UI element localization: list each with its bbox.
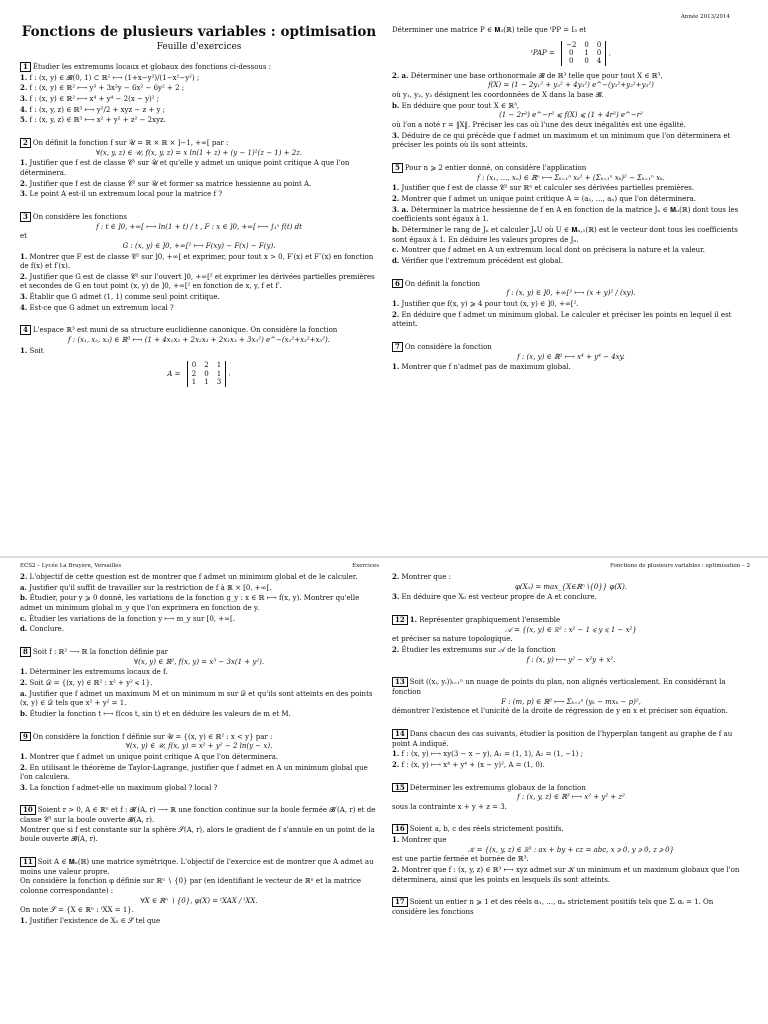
exercise-4-continued	[392, 26, 750, 151]
list-item: 2. f : (x, y) ∈ ℝ² ⟼ y³ + 3x²y − 6x² − 6y² + 2 ;	[20, 83, 185, 93]
exercise-11-continued	[392, 572, 750, 603]
list-item: b. Étudier, pour y ⩾ 0 donné, les variations de la fonction g_y : x ∈ ℝ ⟼ f(x, y). Montrer qu'elle admet un minimum global m_y que l'on exprimera en fonction de y.	[20, 593, 360, 612]
exercise-16	[392, 824, 750, 885]
formula: ∀X ∈ ℝⁿ ∖ {0}, φ(X) = ᵗXAX / ᵗXX.	[140, 896, 258, 905]
exercise-9	[20, 732, 378, 794]
list-item: a. Justifier qu'il suffit de travailler sur la restriction de f à ℝ × [0, +∞[.	[20, 582, 272, 592]
exercise-intro: On considère la fonction f définie sur 𝒰 = {(x, y) ∈ ℝ² : x < y} par :	[32, 732, 273, 741]
header-right: Fonctions de plusieurs variables : optimisation – 2	[610, 563, 750, 569]
list-item: 1. Déterminer les extremums locaux de f.	[20, 667, 168, 677]
exercise-intro: On considère les fonctions	[32, 212, 127, 221]
exercise-number: 3	[20, 212, 31, 222]
formula: f : t ∈ ]0, +∞[ ⟼ ln(1 + t) / t , F : x ∈ ]0, +∞[ ⟼ ∫₁ˣ f(t) dt	[96, 222, 302, 231]
page1-right-column	[392, 26, 750, 385]
school-year: Année 2013/2014	[680, 14, 730, 20]
list-item: 2. Étudier les extremums sur 𝒜 de la fonction	[392, 644, 556, 654]
exercise-number: 9	[20, 732, 31, 742]
exercise-intro: Soit A ∈ 𝐌ₙ(ℝ) une matrice symétrique. L'objectif de l'exercice est de montrer que A admet au moins une valeur propre.	[20, 858, 374, 876]
list-item: d. Conclure.	[20, 624, 65, 634]
list-item: 3. Établir que G admet (1, 1) comme seul point critique.	[20, 292, 220, 302]
exercise-intro: Étudier les extremums locaux et globaux des fonctions ci-dessous :	[32, 63, 272, 71]
exercise-number: 6	[392, 279, 403, 289]
exercise-11	[20, 857, 378, 927]
formula: ∀(x, y, z) ∈ 𝒰, f(x, y, z) = x ln(1 + z) + (y − 1)²(z − 1) + 2z.	[95, 148, 303, 157]
list-item: 3. Déduire de ce qui précède que f admet un maximum et un minimum que l'on déterminera et préciser les points où ils sont atteints.	[392, 130, 731, 150]
exercise-text: démontrer l'existence et l'unicité de la droite de régression de y en x et préciser son équation.	[392, 707, 728, 716]
list-item: d. Vérifier que l'extremum précédent est global.	[392, 255, 564, 265]
exercise-number: 13	[392, 677, 408, 687]
list-item: 2. Montrer que :	[392, 572, 452, 581]
page1-left-column	[20, 24, 378, 399]
exercise-1	[20, 62, 378, 126]
exercise-number: 16	[392, 824, 408, 834]
exercise-14	[392, 729, 750, 771]
exercise-number: 8	[20, 647, 31, 657]
list-item: 1. Soit	[20, 345, 44, 355]
formula: f : (x, y) ⟼ y² − x²y + x².	[526, 655, 616, 664]
list-item: 2. Justifier que G est de classe 𝒞² sur l'ouvert ]0, +∞[² et exprimer les dérivées partielles premières et secondes de G en tout point (x, y) de ]0, +∞[² en fonction de x, y, f et f′.	[20, 271, 375, 291]
exercise-3	[20, 212, 378, 314]
exercise-number: 17	[392, 897, 408, 907]
list-item: 3. f : (x, y) ∈ ℝ² ⟼ x⁴ + y⁴ − 2(x − y)² ;	[20, 93, 160, 103]
list-item: 3. En déduire que X₀ est vecteur propre de A et conclure.	[392, 592, 597, 602]
exercise-number: 10	[20, 805, 36, 815]
list-item: 1. Justifier que f est de classe 𝒞¹ sur 𝒰 et qu'elle y admet un unique point critique A que l'on déterminera.	[20, 158, 350, 177]
list-item: 2. Montrer que f admet un unique point critique A = (a₁, …, aₙ) que l'on déterminera.	[392, 194, 697, 204]
list-item: 1. f : (x, y) ⟼ xy(3 − x − y), A₁ = (1, 1), A₂ = (1, −1) ;	[392, 749, 583, 759]
exercise-number: 4	[20, 325, 31, 335]
exercise-intro: Soient r > 0, A ∈ ℝⁿ et f : 𝓑′(A, r) ⟶ ℝ une fonction continue sur la boule fermée 𝓑′(A, r) et de classe 𝒞¹ sur la boule ouverte 𝓑(A, r).	[20, 806, 376, 825]
exercise-text: Montrer que si f est constante sur la sphère 𝒮(A, r), alors le gradient de f s'annule en un point de la boule ouverte 𝓑(A, r).	[20, 825, 375, 844]
formula: G : (x, y) ∈ ]0, +∞[² ⟼ F(xy) − F(x) − F(y).	[122, 241, 276, 250]
list-item: 2. Montrer que f : (x, y, z) ∈ ℝ³ ⟼ xyz admet sur 𝒦 un minimum et un maximum globaux que l'on déterminera, ainsi que les points en lesquels ils sont atteints.	[392, 865, 740, 884]
list-item: 1. Justifier l'existence de X₀ ∈ 𝒮 tel que	[20, 916, 161, 926]
list-item: 3. Le point A est-il un extremum local pour la matrice f ?	[20, 189, 223, 199]
exercise-5	[392, 163, 750, 267]
list-item: 2. Soit 𝒟 = {(x, y) ∈ ℝ² : x² + y² ⩽ 1}.	[20, 677, 153, 687]
exercise-intro: Soient un entier n ⩾ 1 et des réels α₁, …, αₙ strictement positifs tels que Σᵢ αᵢ = 1. On considère les fonctions	[392, 898, 714, 917]
exercise-intro: Déterminer les extremums globaux de la fonction	[409, 783, 586, 792]
list-item: 2. a. Déterminer une base orthonormale 𝓑 de ℝ³ telle que pour tout X ∈ ℝ³,	[392, 70, 663, 80]
matrix-tpap: ᵗPAP = −2 0 0 0 1 0 0 0 4 .	[531, 40, 611, 66]
document-title: Fonctions de plusieurs variables : optimisation	[21, 24, 377, 40]
exercise-intro: Soient a, b, c des réels strictement positifs.	[409, 825, 564, 834]
exercise-intro: L'espace ℝ³ est muni de sa structure euclidienne canonique. On considère la fonction	[32, 326, 338, 335]
formula: ∀(x, y) ∈ 𝒰, f(x, y) = x² + y² − 2 ln(y − x).	[125, 742, 273, 751]
formula: f(X) = (1 − 2y₁² + y₂² + 4y₃²) e^−(y₁²+y₂²+y₃²)	[488, 81, 654, 90]
exercise-number: 14	[392, 729, 408, 739]
formula: f : (x, y, z) ∈ ℝ³ ⟼ x² + y² + z²	[517, 793, 625, 802]
list-item: 1. Justifier que f est de classe 𝒞² sur ℝⁿ et calculer ses dérivées partielles premières.	[392, 183, 695, 193]
formula: F : (m, p) ∈ ℝ² ⟼ Σₖ₌₁ⁿ (yₖ − mxₖ − p)²,	[501, 697, 641, 706]
exercise-intro: Dans chacun des cas suivants, étudier la position de l'hyperplan tangent au graphe de f au point A indiqué.	[392, 729, 733, 748]
page-2	[0, 560, 768, 1024]
list-item: b. Étudier la fonction t ⟼ f(cos t, sin t) et en déduire les valeurs de m et M.	[20, 708, 291, 718]
formula: f : (x, y) ∈ ℝ² ⟼ x⁴ + y⁴ − 4xy.	[517, 352, 625, 361]
exercise-number: 1	[20, 62, 31, 72]
list-item: b. Déterminer le rang de Jₙ et calculer JₙU où U ∈ 𝐌ₙ,₁(ℝ) est le vecteur dont tous les coefficients sont égaux à 1. En déduire les valeurs propres de Jₙ.	[392, 225, 738, 244]
formula: f : (x₁, x₂, x₃) ∈ ℝ³ ⟼ (1 + 4x₁x₂ + 2x₂x₃ + 2x₁x₃ + 3x₃²) e^−(x₁²+x₂²+x₃²).	[67, 336, 331, 345]
page2-left-column	[20, 572, 378, 939]
formula: φ(X₀) = max_{X∈ℝⁿ∖{0}} φ(X).	[514, 582, 628, 591]
list-item: 3. a. Déterminer la matrice hessienne de f en A en fonction de la matrice Jₙ ∈ 𝐌ₙ(ℝ) dont tous les coefficients sont égaux à 1.	[392, 204, 739, 224]
exercise-17	[392, 897, 750, 917]
exercise-note: On note 𝒮 = {X ∈ ℝⁿ : ᵗXX = 1}.	[20, 906, 134, 915]
list-item: 4. Est-ce que G admet un extremum local ?	[20, 302, 174, 312]
exercise-number: 2	[20, 138, 31, 148]
list-item: où y₁, y₂, y₃ désignent les coordonnées de X dans la base 𝓑.	[392, 91, 604, 100]
list-item: 1. Montrer que F est de classe 𝒞² sur ]0, +∞[ et exprimer, pour tout x > 0, F′(x) et F″(x) en fonction de f(x) et f′(x).	[20, 251, 374, 271]
exercise-number: 5	[392, 163, 403, 173]
list-item: 1. Montrer que f n'admet pas de maximum global.	[392, 362, 571, 372]
connector-text: et	[20, 232, 27, 241]
formula: 𝒦 = {(x, y, z) ∈ ℝ³ : ax + by + cz = abc, x ⩾ 0, y ⩾ 0, z ⩾ 0}	[467, 845, 675, 854]
list-item: et préciser sa nature topologique.	[392, 635, 513, 644]
exercise-number: 11	[20, 857, 36, 867]
header-left: ECS2 – Lycée La Bruyère, Versailles	[20, 563, 122, 569]
exercise-10	[20, 805, 378, 845]
exercise-intro: On définit la fonction f sur 𝒰 = ℝ × ℝ × ]−1, +∞[ par :	[32, 138, 229, 147]
exercise-intro: On définit la fonction	[404, 279, 481, 288]
exercise-intro: Soit f : ℝ² ⟶ ℝ la fonction définie par	[32, 647, 168, 656]
page-separator	[0, 556, 768, 558]
list-item: 1. f : (x, y) ∈ 𝓑(0, 1) ⊂ ℝ² ⟼ (1+x−y²)/(1−x²−y²) ;	[20, 72, 200, 82]
list-item: 1. Justifier que f(x, y) ⩾ 4 pour tout (x, y) ∈ ]0, +∞[².	[392, 298, 579, 308]
list-item: 4. f : (x, y, z) ∈ ℝ³ ⟼ y²/2 + xyz − z + y ;	[20, 104, 166, 114]
exercise-12: 12 1. Représenter graphiquement l'ensemble 𝒜 = {(x, y) ∈ ℝ² : x² − 1 ⩽ y ⩽ 1 − x²} et préciser sa nature topologique. 2. Étudier les extremums sur 𝒜 de la fonction f : (x, y) ⟼ y² − x²y + x².	[392, 615, 750, 665]
exercise-intro: Pour n ⩾ 2 entier donné, on considère l'application	[404, 164, 587, 173]
list-item: où l'on a noté r = ‖X‖. Préciser les cas où l'une des deux inégalités est une égalité.	[392, 121, 686, 130]
list-item: 3. La fonction f admet-elle un maximum global ? local ?	[20, 782, 218, 792]
list-item: 1. Montrer que	[392, 835, 447, 845]
list-item: 1. Montrer que f admet un unique point critique A que l'on déterminera.	[20, 751, 279, 761]
exercise-number: 15	[392, 783, 408, 793]
list-item: c. Étudier les variations de la fonction y ⟼ m_y sur [0, +∞[.	[20, 613, 235, 623]
exercise-intro: On considère la fonction	[404, 342, 492, 351]
formula: 𝒜 = {(x, y) ∈ ℝ² : x² − 1 ⩽ y ⩽ 1 − x²}	[505, 625, 637, 634]
exercise-text: On considère la fonction φ définie sur ℝⁿ ∖ {0} par (en identifiant le vecteur de ℝⁿ et la matrice colonne correspondante) :	[20, 877, 362, 896]
formula: ∀(x, y) ∈ ℝ², f(x, y) = x³ − 3x(1 + y²).	[133, 657, 265, 666]
list-item: 2. En déduire que f admet un minimum global. Le calculer et préciser les points en lequel il est atteint.	[392, 309, 732, 329]
exercise-2	[20, 138, 378, 200]
exercise-number: 7	[392, 342, 403, 352]
formula: f : (x, y) ∈ ]0, +∞[² ⟼ (x + y)² / (xy).	[506, 289, 636, 298]
running-header	[20, 563, 750, 569]
list-item: 2. Justifier que f est de classe 𝒞² sur 𝒰 et former sa matrice hessienne au point A.	[20, 178, 312, 188]
exercise-number: 12	[392, 615, 408, 625]
exercise-text: Déterminer une matrice P ∈ 𝐌₃(ℝ) telle que ᵗPP = I₃ et	[392, 26, 587, 34]
list-item: 2. f : (x, y) ⟼ x⁴ + y⁴ + (x − y)², A = (1, 0).	[392, 759, 545, 769]
list-item: est une partie fermée et bornée de ℝ³.	[392, 855, 529, 864]
list-item: a. Justifier que f admet un maximum M et un minimum m sur 𝒟 et qu'ils sont atteints en des points (x, y) ∈ 𝒟 tels que x² + y² = 1.	[20, 688, 373, 708]
exercise-4	[20, 325, 378, 386]
list-item: 2. En utilisant le théorème de Taylor-Lagrange, justifier que f admet en A un minimum global que l'on calculera.	[20, 762, 368, 782]
exercise-15	[392, 783, 750, 813]
formula: f : (x₁, …, xₙ) ∈ ℝⁿ ⟼ Σₖ₌₁ⁿ xₖ² + (Σₖ₌₁ⁿ xₖ)² − Σₖ₌₁ⁿ xₖ.	[477, 173, 665, 182]
document-subtitle: Feuille d'exercices	[156, 42, 242, 52]
list-item: c. Montrer que f admet en A un extremum local dont on précisera la nature et la valeur.	[392, 245, 705, 255]
exercise-7	[392, 342, 750, 373]
list-item: b. En déduire que pour tout X ∈ ℝ³,	[392, 100, 520, 110]
exercise-7-continued	[20, 572, 378, 635]
formula: (1 − 2r²) e^−r² ⩽ f(X) ⩽ (1 + 4r²) e^−r²	[499, 111, 643, 120]
exercise-8	[20, 647, 378, 720]
exercise-6	[392, 279, 750, 330]
exercise-intro: Soit ((xᵢ, yᵢ))ᵢ₌₁ⁿ un nuage de points du plan, non alignés verticalement. En considérant la fonction	[392, 678, 726, 696]
header-center: Exercices	[352, 563, 380, 569]
list-item: 5. f : (x, y, z) ∈ ℝ³ ⟼ x² + y² + z² − 2xyz.	[20, 115, 166, 125]
exercise-13	[392, 677, 750, 717]
exercise-text: sous la contrainte x + y + z = 3.	[392, 802, 507, 811]
matrix-a: A = 0 2 1 2 0 1 1 1 3 .	[167, 361, 231, 387]
page2-right-column	[392, 572, 750, 930]
list-item: 2. L'objectif de cette question est de montrer que f admet un minimum global et de le calculer.	[20, 572, 358, 581]
